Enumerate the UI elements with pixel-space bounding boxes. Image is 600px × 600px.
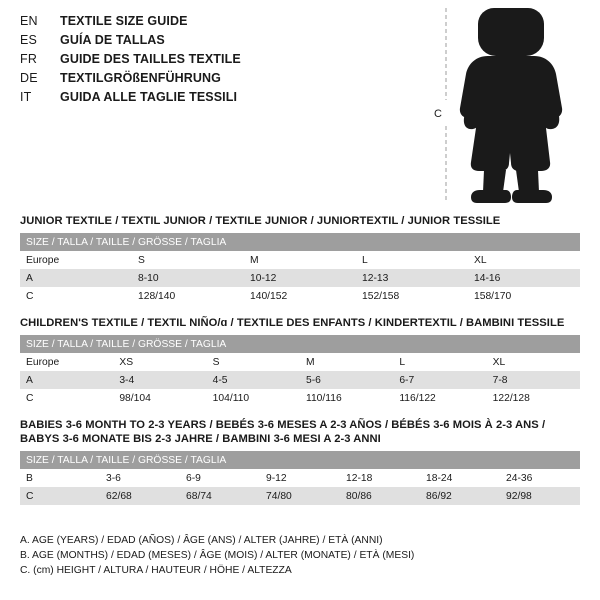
cell: 8-10 xyxy=(132,269,244,287)
legend-line-c: C. (cm) HEIGHT / ALTURA / HAUTEUR / HÖHE / ALTEZZA xyxy=(20,565,292,576)
cell: M xyxy=(300,353,393,371)
row-label: C xyxy=(20,389,113,407)
table-row xyxy=(20,269,580,287)
cell: 6-9 xyxy=(180,469,260,487)
table-header-row xyxy=(20,451,580,469)
cell: 140/152 xyxy=(244,287,356,305)
row-label: C xyxy=(20,487,100,505)
section-junior xyxy=(20,214,580,305)
cell: 3-4 xyxy=(113,371,206,389)
section-babies xyxy=(20,418,580,505)
cell: L xyxy=(393,353,486,371)
row-label: Europe xyxy=(20,251,132,269)
row-label: B xyxy=(20,469,100,487)
cell: 152/158 xyxy=(356,287,468,305)
cell: 12-18 xyxy=(340,469,420,487)
cell: L xyxy=(356,251,468,269)
row-label: Europe xyxy=(20,353,113,371)
cell: XS xyxy=(113,353,206,371)
language-title: GUIDA ALLE TAGLIE TESSILI xyxy=(60,90,238,104)
cell: 3-6 xyxy=(100,469,180,487)
table-header-label: SIZE / TALLA / TAILLE / GRÖSSE / TAGLIA xyxy=(20,451,580,469)
row-label: A xyxy=(20,269,132,287)
table-header-label: SIZE / TALLA / TAILLE / GRÖSSE / TAGLIA xyxy=(20,335,580,353)
cell: XL xyxy=(468,251,580,269)
cell: 4-5 xyxy=(207,371,300,389)
section-title: BABIES 3-6 MONTH TO 2-3 YEARS / BEBÉS 3-6 MESES A 2-3 AÑOS / BÉBÉS 3-6 MOIS À 2-3 ANS / BABYS 3-6 MONATE BIS 2-3 JAHRE / BAMBINI 3-6 MESI A 2-3 ANNI xyxy=(20,419,546,445)
language-title: GUÍA DE TALLAS xyxy=(60,33,165,47)
table-row xyxy=(20,287,580,305)
language-title: TEXTILGRÖßENFÜHRUNG xyxy=(60,71,221,85)
measure-label-c: C xyxy=(434,108,442,120)
cell: 116/122 xyxy=(393,389,486,407)
row-label: A xyxy=(20,371,113,389)
row-label: C xyxy=(20,287,132,305)
cell: 92/98 xyxy=(500,487,580,505)
table-header-row xyxy=(20,233,580,251)
cell: 110/116 xyxy=(300,389,393,407)
cell: 68/74 xyxy=(180,487,260,505)
children-size-table xyxy=(20,335,580,407)
language-code: DE xyxy=(20,71,38,85)
cell: 5-6 xyxy=(300,371,393,389)
cell: 128/140 xyxy=(132,287,244,305)
section-children xyxy=(20,316,580,407)
cell: 12-13 xyxy=(356,269,468,287)
legend xyxy=(20,533,580,578)
language-title: TEXTILE SIZE GUIDE xyxy=(60,14,188,28)
cell: 122/128 xyxy=(487,389,580,407)
language-row xyxy=(20,14,440,33)
table-row xyxy=(20,389,580,407)
cell: 98/104 xyxy=(113,389,206,407)
language-row xyxy=(20,33,440,52)
cell: 24-36 xyxy=(500,469,580,487)
language-header xyxy=(20,14,440,109)
table-row xyxy=(20,353,580,371)
language-row xyxy=(20,90,440,109)
language-code: ES xyxy=(20,33,38,47)
cell: 14-16 xyxy=(468,269,580,287)
section-title: CHILDREN'S TEXTILE / TEXTIL NIÑO/ɑ / TEXTILE DES ENFANTS / KINDERTEXTIL / BAMBINI TESSILE xyxy=(20,317,565,329)
cell: 7-8 xyxy=(487,371,580,389)
legend-line-a: A. AGE (YEARS) / EDAD (AÑOS) / ÂGE (ANS) / ALTER (JAHRE) / ETÀ (ANNI) xyxy=(20,535,383,546)
legend-line-b: B. AGE (MONTHS) / EDAD (MESES) / ÂGE (MOIS) / ALTER (MONATE) / ETÀ (MESI) xyxy=(20,550,415,561)
language-row xyxy=(20,52,440,71)
cell: 80/86 xyxy=(340,487,420,505)
figure-area xyxy=(432,4,592,209)
cell: 158/170 xyxy=(468,287,580,305)
section-title: JUNIOR TEXTILE / TEXTIL JUNIOR / TEXTILE JUNIOR / JUNIORTEXTIL / JUNIOR TESSILE xyxy=(20,215,501,227)
cell: 104/110 xyxy=(207,389,300,407)
table-row xyxy=(20,371,580,389)
cell: 6-7 xyxy=(393,371,486,389)
junior-size-table xyxy=(20,233,580,305)
table-row xyxy=(20,251,580,269)
cell: XL xyxy=(487,353,580,371)
cell: S xyxy=(132,251,244,269)
table-header-label: SIZE / TALLA / TAILLE / GRÖSSE / TAGLIA xyxy=(20,233,580,251)
table-row xyxy=(20,487,580,505)
cell: 18-24 xyxy=(420,469,500,487)
cell: 10-12 xyxy=(244,269,356,287)
language-title: GUIDE DES TAILLES TEXTILE xyxy=(60,52,241,66)
language-code: IT xyxy=(20,90,32,104)
cell: 86/92 xyxy=(420,487,500,505)
cell: 62/68 xyxy=(100,487,180,505)
babies-size-table xyxy=(20,451,580,505)
cell: 9-12 xyxy=(260,469,340,487)
table-row xyxy=(20,469,580,487)
language-row xyxy=(20,71,440,90)
cell: M xyxy=(244,251,356,269)
cell: 74/80 xyxy=(260,487,340,505)
toddler-silhouette-icon xyxy=(432,4,592,209)
cell: S xyxy=(207,353,300,371)
language-code: FR xyxy=(20,52,38,66)
table-header-row xyxy=(20,335,580,353)
language-code: EN xyxy=(20,14,38,28)
